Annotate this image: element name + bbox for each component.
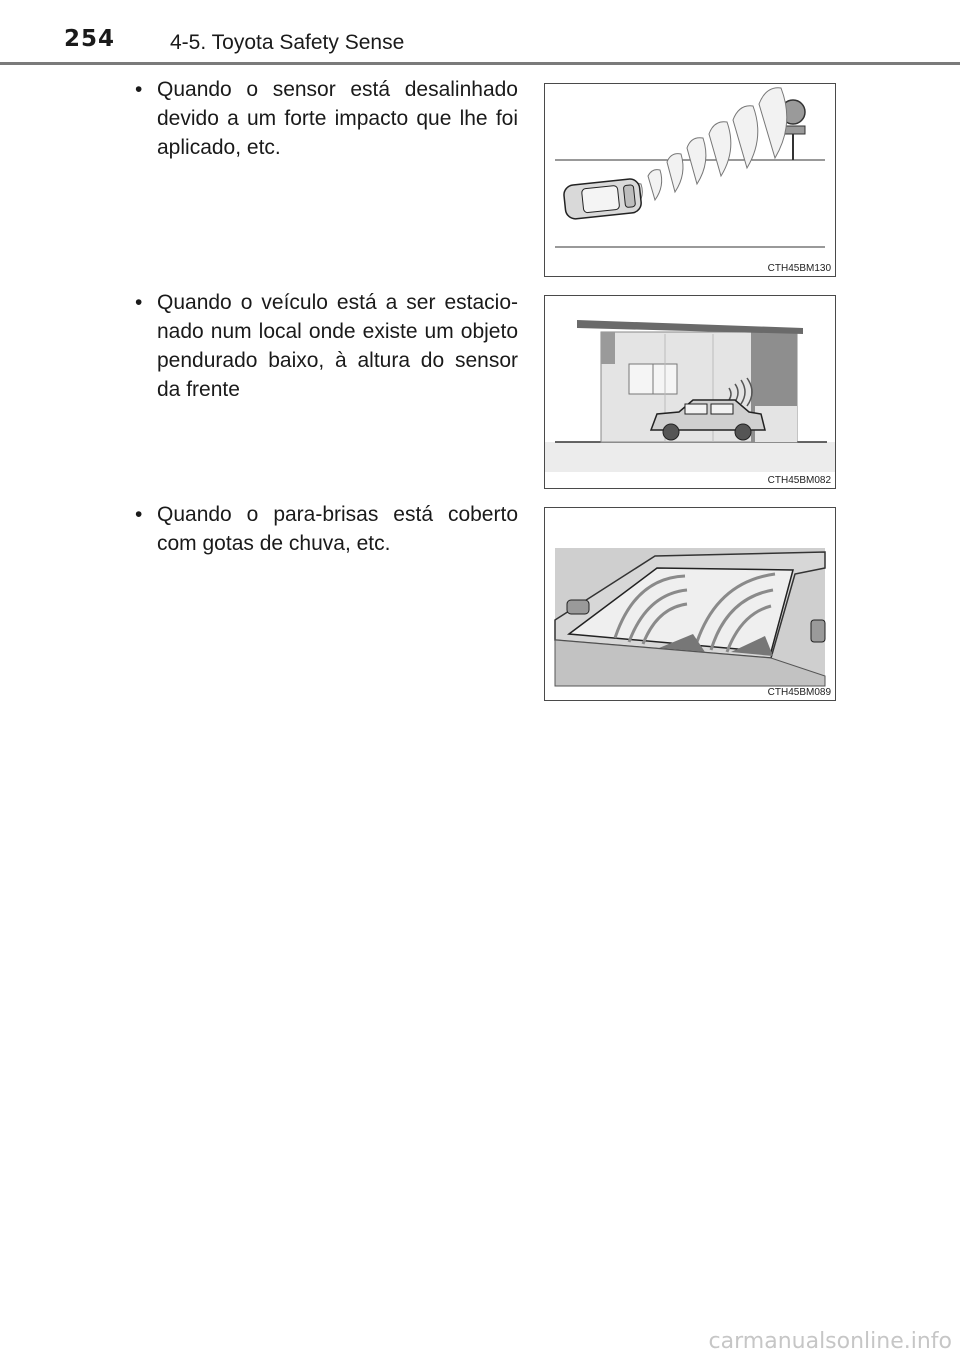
bullet-item-1: • Quando o sensor está desalinhado devido a um forte impacto que lhe foi aplicado, etc.: [135, 75, 518, 162]
section-title: 4-5. Toyota Safety Sense: [170, 31, 405, 54]
page-number: 254: [64, 26, 116, 52]
figure-code: CTH45BM130: [767, 263, 831, 274]
figure-2: [544, 295, 836, 489]
figure-3: [544, 507, 836, 701]
header-rule: [0, 62, 960, 65]
watermark: carmanualsonline.info: [708, 1329, 952, 1354]
windshield-raindrops-illustration: [545, 508, 836, 701]
car-under-low-overhang-illustration: [545, 296, 836, 489]
figure-code: CTH45BM082: [767, 475, 831, 486]
figure-1: [544, 83, 836, 277]
figure-code: CTH45BM089: [767, 687, 831, 698]
bullet-item-2: • Quando o veículo está a ser estacio-nado num local onde existe um objeto pendurado baixo, à altura do sensor da frente: [135, 288, 518, 404]
car-sensor-misaligned-illustration: [545, 84, 836, 277]
bullet-item-3: • Quando o para-brisas está coberto com gotas de chuva, etc.: [135, 500, 518, 558]
